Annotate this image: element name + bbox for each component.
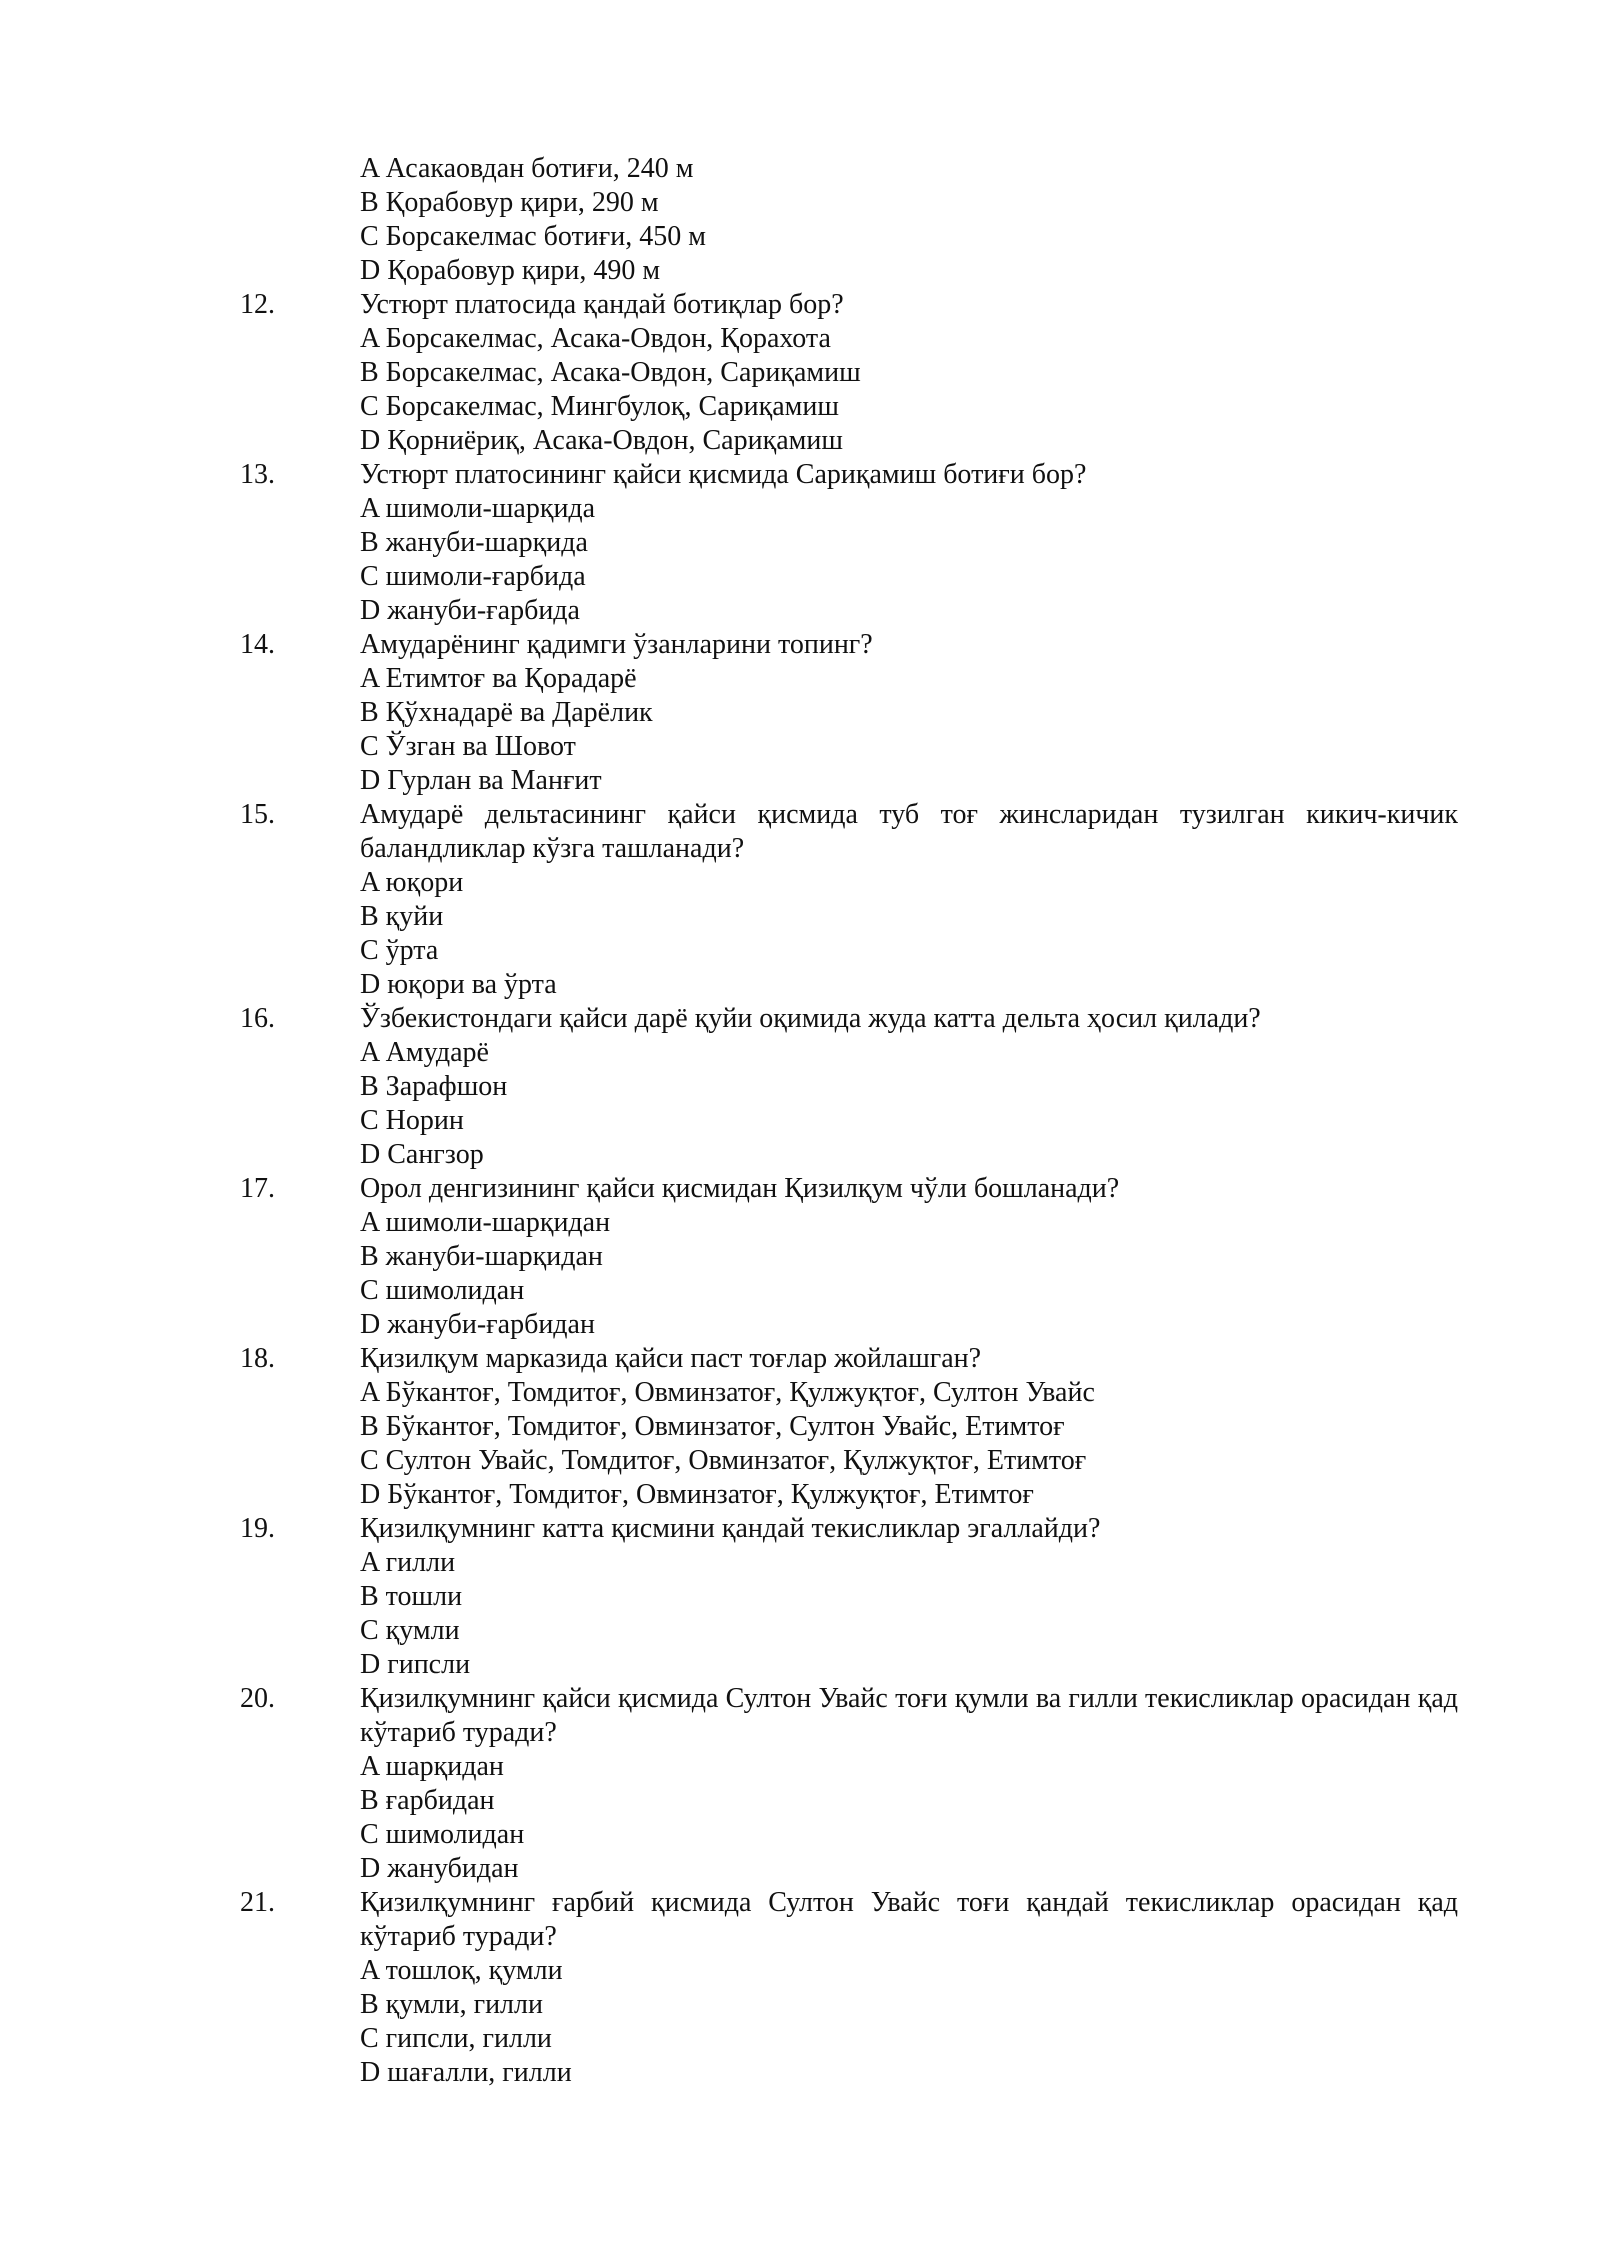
question-text: Орол денгизининг қайси қисмидан Қизилқум чўли бошланади? bbox=[360, 1173, 1120, 1204]
answer-option: A тошлоқ, қумли bbox=[360, 1955, 563, 1986]
answer-option: A Бўкантоғ, Томдитоғ, Овминзатоғ, Қулжуқтоғ, Султон Увайс bbox=[360, 1377, 1095, 1408]
question-text: Қизилқумнинг қайси қисмида Султон Увайс тоғи қумли ва гилли текисликлар орасидан қад кўтариб туради? bbox=[360, 1683, 1458, 1748]
answer-option: B жануби-шарқида bbox=[360, 527, 588, 558]
answer-option: D Қорабовур қири, 490 м bbox=[360, 255, 661, 286]
answer-option: D Қорниёриқ, Асака-Овдон, Сариқамиш bbox=[360, 425, 843, 456]
question-item bbox=[240, 1512, 1458, 1682]
question-body bbox=[360, 458, 1458, 628]
answer-option: A шарқидан bbox=[360, 1751, 504, 1782]
answer-option: B Борсакелмас, Асака-Овдон, Сариқамиш bbox=[360, 357, 861, 388]
question-number-placeholder bbox=[240, 152, 360, 288]
answer-option: B жануби-шарқидан bbox=[360, 1241, 603, 1272]
question-number: 16. bbox=[240, 1003, 275, 1034]
leading-options-block bbox=[240, 152, 1458, 288]
question-item bbox=[240, 458, 1458, 628]
answer-option: C Борсакелмас, Мингбулоқ, Сариқамиш bbox=[360, 391, 839, 422]
question-number: 13. bbox=[240, 459, 275, 490]
answer-option: A шимоли-шарқидан bbox=[360, 1207, 611, 1238]
answer-option: A Борсакелмас, Асака-Овдон, Қорахота bbox=[360, 323, 831, 354]
question-text: Ўзбекистондаги қайси дарё қуйи оқимида жуда катта дельта ҳосил қилади? bbox=[360, 1003, 1261, 1034]
answer-option: C Норин bbox=[360, 1105, 464, 1136]
question-number: 18. bbox=[240, 1343, 275, 1374]
question-text: Амударёнинг қадимги ўзанларини топинг? bbox=[360, 629, 873, 660]
answer-option: B ғарбидан bbox=[360, 1785, 495, 1816]
answer-option: C шимолидан bbox=[360, 1819, 525, 1850]
question-number: 21. bbox=[240, 1887, 275, 1918]
question-body bbox=[360, 798, 1458, 1002]
question-number: 20. bbox=[240, 1683, 275, 1714]
answer-option: A шимоли-шарқида bbox=[360, 493, 596, 524]
question-item bbox=[240, 798, 1458, 1002]
question-item bbox=[240, 628, 1458, 798]
answer-option: C Султон Увайс, Томдитоғ, Овминзатоғ, Қулжуқтоғ, Етимтоғ bbox=[360, 1445, 1087, 1476]
answer-option: A Амударё bbox=[360, 1037, 489, 1068]
leading-options bbox=[360, 152, 1458, 288]
question-item bbox=[240, 1886, 1458, 2090]
answer-option: B тошли bbox=[360, 1581, 463, 1612]
answer-option: C ўрта bbox=[360, 935, 439, 966]
question-number: 15. bbox=[240, 799, 275, 830]
question-body bbox=[360, 288, 1458, 458]
answer-option: D Сангзор bbox=[360, 1139, 484, 1170]
question-item bbox=[240, 288, 1458, 458]
question-body bbox=[360, 1512, 1458, 1682]
question-text: Қизилқумнинг катта қисмини қандай текисликлар эгаллайди? bbox=[360, 1513, 1101, 1544]
answer-option: B Қўхнадарё ва Дарёлик bbox=[360, 697, 653, 728]
question-text: Устюрт платосида қандай ботиқлар бор? bbox=[360, 289, 844, 320]
question-number: 19. bbox=[240, 1513, 275, 1544]
answer-option: A Етимтоғ ва Қорадарё bbox=[360, 663, 637, 694]
answer-option: C шимолидан bbox=[360, 1275, 525, 1306]
question-text: Устюрт платосининг қайси қисмида Сариқамиш ботиғи бор? bbox=[360, 459, 1087, 490]
question-body bbox=[360, 1172, 1458, 1342]
answer-option: B қумли, гилли bbox=[360, 1989, 543, 2020]
question-number: 12. bbox=[240, 289, 275, 320]
answer-option: D Бўкантоғ, Томдитоғ, Овминзатоғ, Қулжуқтоғ, Етимтоғ bbox=[360, 1479, 1034, 1510]
question-body bbox=[360, 1002, 1458, 1172]
answer-option: C Борсакелмас ботиғи, 450 м bbox=[360, 221, 706, 252]
answer-option: C гипсли, гилли bbox=[360, 2023, 552, 2054]
answer-option: D шағалли, гилли bbox=[360, 2057, 572, 2088]
answer-option: D жануби-ғарбида bbox=[360, 595, 580, 626]
question-text: Амударё дельтасининг қайси қисмида туб тоғ жинсларидан тузилган кикич-кичик баландликлар кўзга ташланади? bbox=[360, 799, 1458, 864]
answer-option: D Гурлан ва Манғит bbox=[360, 765, 602, 796]
answer-option: D юқори ва ўрта bbox=[360, 969, 557, 1000]
question-number: 14. bbox=[240, 629, 275, 660]
question-list bbox=[240, 152, 1458, 2090]
answer-option: D жанубидан bbox=[360, 1853, 519, 1884]
answer-option: D жануби-ғарбидан bbox=[360, 1309, 595, 1340]
answer-option: A Асакаовдан ботиғи, 240 м bbox=[360, 153, 694, 184]
question-body bbox=[360, 628, 1458, 798]
answer-option: B қуйи bbox=[360, 901, 444, 932]
question-number: 17. bbox=[240, 1173, 275, 1204]
question-body bbox=[360, 1342, 1458, 1512]
answer-option: C қумли bbox=[360, 1615, 460, 1646]
answer-option: B Қорабовур қири, 290 м bbox=[360, 187, 659, 218]
answer-option: C Ўзган ва Шовот bbox=[360, 731, 576, 762]
answer-option: A гилли bbox=[360, 1547, 456, 1578]
question-item bbox=[240, 1342, 1458, 1512]
question-item bbox=[240, 1172, 1458, 1342]
answer-option: A юқори bbox=[360, 867, 464, 898]
answer-option: C шимоли-ғарбида bbox=[360, 561, 586, 592]
question-body bbox=[360, 1886, 1458, 2090]
question-body bbox=[360, 1682, 1458, 1886]
answer-option: D гипсли bbox=[360, 1649, 471, 1680]
question-text: Қизилқумнинг ғарбий қисмида Султон Увайс тоғи қандай текисликлар орасидан қад кўтариб туради? bbox=[360, 1887, 1458, 1952]
question-item bbox=[240, 1002, 1458, 1172]
answer-option: B Бўкантоғ, Томдитоғ, Овминзатоғ, Султон Увайс, Етимтоғ bbox=[360, 1411, 1065, 1442]
answer-option: B Зарафшон bbox=[360, 1071, 508, 1102]
question-item bbox=[240, 1682, 1458, 1886]
question-text: Қизилқум марказида қайси паст тоғлар жойлашган? bbox=[360, 1343, 982, 1374]
